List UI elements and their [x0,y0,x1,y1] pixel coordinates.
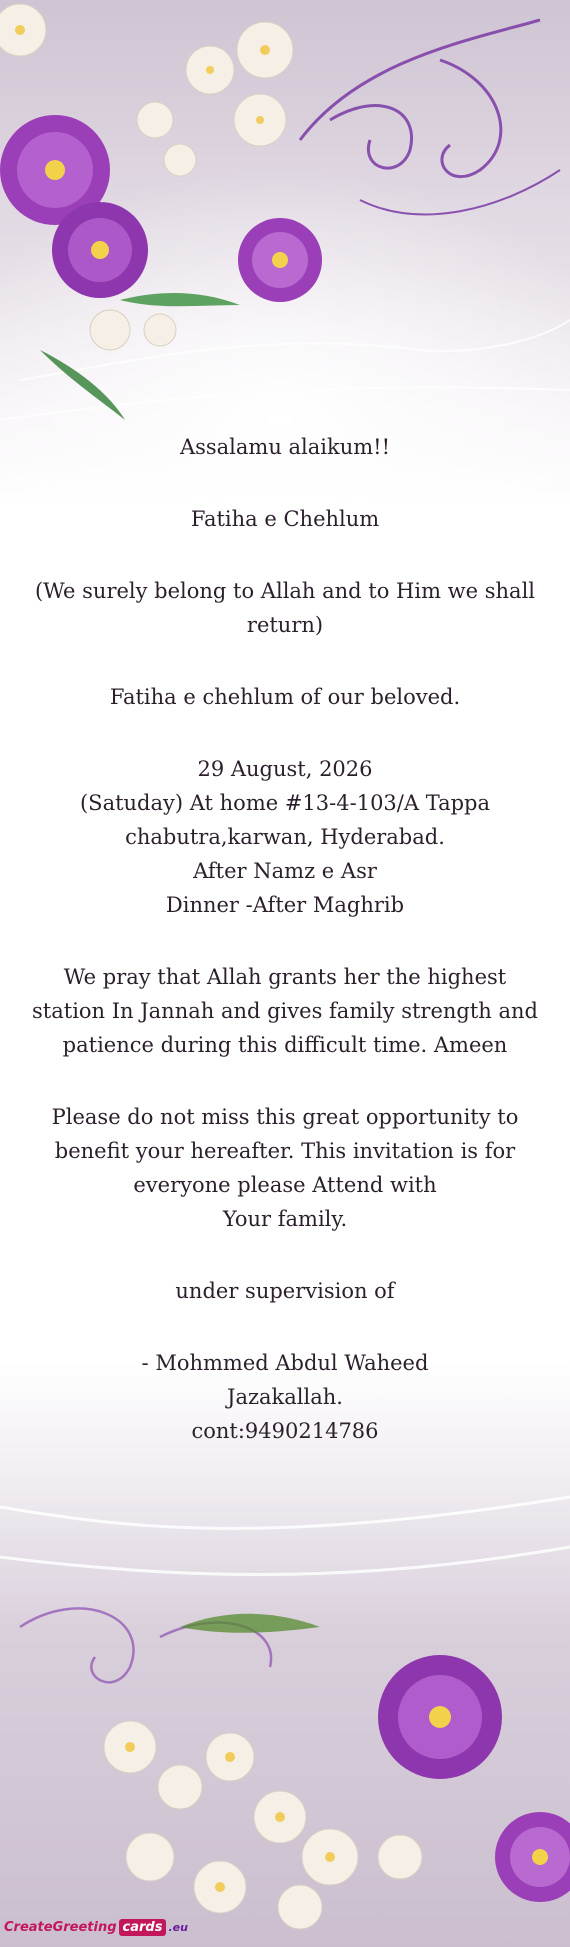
event-date: 29 August, 2026 [197,757,373,781]
invitation-text [30,430,540,1486]
invitation-line-1: Please do not miss this great opportunity to benefit your hereafter. This invitation is for everyone please Attend with [51,1105,519,1197]
watermark-cards: cards [119,1919,167,1936]
bottom-floral-decoration [0,1387,570,1947]
invitation-line-2: Your family. [222,1207,348,1231]
event-title: Fatiha e Chehlum [190,507,380,531]
event-venue: (Satuday) At home #13-4-103/A Tappa chabutra,karwan, Hyderabad. [79,791,491,849]
invitation-message [30,1100,540,1236]
event-details [30,752,540,922]
purple-flower-bottom-large [378,1655,502,1779]
greeting: Assalamu alaikum!! [179,435,391,459]
purple-flower-right [238,218,322,302]
contact-number: cont:9490214786 [191,1419,379,1443]
prayer-time: After Namz e Asr [193,859,377,883]
watermark-domain: .eu [168,1920,188,1934]
announcement: Fatiha e chehlum of our beloved. [109,685,461,709]
white-blossoms-bottom [104,1721,422,1929]
verse: (We surely belong to Allah and to Him we shall return) [34,579,535,637]
supervision-label: under supervision of [175,1279,395,1303]
purple-flower-bottom-small [495,1812,570,1902]
prayer-text: We pray that Allah grants her the highest station In Jannah and gives family strength and patience during this difficult time. Ameen [32,965,538,1057]
watermark-text: CreateGreeting [4,1919,117,1935]
dinner-time: Dinner -After Maghrib [165,893,405,917]
site-watermark [4,1913,188,1941]
thanks: Jazakallah. [227,1385,343,1409]
top-floral-decoration [0,0,570,470]
purple-flower-medium [52,202,148,298]
host-name: - Mohmmed Abdul Waheed [141,1351,429,1375]
